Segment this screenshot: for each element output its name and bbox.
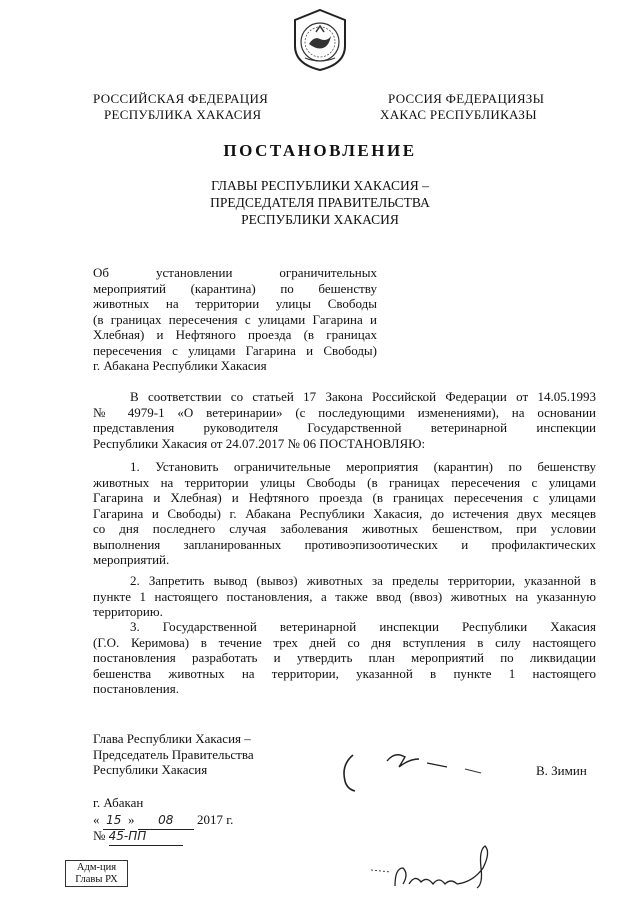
resolution-item-3 xyxy=(93,619,596,697)
signatory-name: В. Зимин xyxy=(536,763,587,778)
date-open-quote: « xyxy=(93,812,100,827)
subject-line: мероприятий (карантина) по бешенству xyxy=(93,280,377,296)
position-line: Республики Хакасия xyxy=(93,762,208,777)
preamble-line: Республики Хакасия от 24.07.2017 № 06 ПОСТАНОВЛЯЮ: xyxy=(93,435,426,451)
item-line: со дня последнего случая заболевания животных бешенством, при условии xyxy=(93,521,596,536)
issuer-line: РЕСПУБЛИКИ ХАКАСИЯ xyxy=(241,212,399,227)
stamp-line: Адм-ция xyxy=(76,862,117,873)
number-line xyxy=(93,828,193,844)
header-right-line2: ХАКАС РЕСПУБЛИКАЗЫ xyxy=(380,107,537,122)
issuer-line: ПРЕДСЕДАТЕЛЯ ПРАВИТЕЛЬСТВА xyxy=(210,195,430,210)
date-year: 2017 г. xyxy=(197,812,234,827)
item-line: 3. Государственной ветеринарной инспекции Республики Хакасия xyxy=(130,619,596,634)
preamble-line: В соответствии со статьей 17 Закона Российской Федерации от 14.05.1993 xyxy=(130,389,596,404)
item-line: постановления разработать и утвердить план мероприятий по ликвидации xyxy=(93,650,596,665)
item-line: пункте 1 настоящего постановления, а также ввод (ввоз) животных на указанную xyxy=(93,588,596,604)
position-line: Председатель Правительства xyxy=(93,746,254,762)
header-left-line2: РЕСПУБЛИКА ХАКАСИЯ xyxy=(104,107,262,122)
handwritten-signature xyxy=(335,737,485,797)
item-line: территорию. xyxy=(93,604,163,619)
date-close-quote: » xyxy=(128,812,135,827)
header-right-line1: РОССИЯ ФЕДЕРАЦИЯЗЫ xyxy=(388,91,545,106)
document-title: ПОСТАНОВЛЕНИЕ xyxy=(223,141,417,160)
resolution-item-2 xyxy=(93,573,596,620)
item-line: животных на территории улицы Свободы (в границах пересечения с улицами xyxy=(93,474,596,490)
subject-line: пересечения с улицами Гагарина и Свободы) xyxy=(93,342,377,358)
preamble-line: № 4979-1 «О ветеринарии» (с последующими изменениями), на основании xyxy=(93,404,596,420)
subject-block xyxy=(93,265,377,374)
subject-line: Об установлении ограничительных xyxy=(93,265,377,280)
item-line: 1. Установить ограничительные мероприятия (карантин) по бешенству xyxy=(130,459,596,474)
subject-line: (в границах пересечения с улицами Гагарина и xyxy=(93,311,377,327)
subject-line: Хлебная) и Нефтяного проезда (в границах xyxy=(93,327,377,342)
issuer-block xyxy=(0,177,640,228)
subject-line: г. Абакана Республики Хакасия xyxy=(93,358,267,373)
stamp-line: Главы РХ xyxy=(75,874,118,885)
place-of-issue: г. Абакан xyxy=(93,795,144,810)
item-line: (Г.О. Керимова) в течение трех дней со дня вступления в силу настоящего xyxy=(93,634,596,650)
item-line: 2. Запретить вывод (вывоз) животных за пределы территории, указанной в xyxy=(130,573,596,588)
registration-stamp xyxy=(65,860,128,887)
item-line: выполнения запланированных противоэпизоотических и профилактических xyxy=(93,536,596,552)
item-line: Гагарина и Свободы) г. Абакана Республики Хакасия, до истечения двух месяцев xyxy=(93,505,596,521)
preamble-line: представления руководителя Государственной ветеринарной инспекции xyxy=(93,420,596,435)
header-left-line1: РОССИЙСКАЯ ФЕДЕРАЦИЯ xyxy=(93,91,269,106)
item-line: мероприятий. xyxy=(93,552,170,567)
document-number: 45-ПП xyxy=(109,829,183,846)
resolution-item-1 xyxy=(93,459,596,568)
position-line: Глава Республики Хакасия – xyxy=(93,731,251,746)
subject-line: животных на территории улицы Свободы xyxy=(93,296,377,311)
coat-of-arms-emblem xyxy=(287,6,353,74)
preamble xyxy=(93,389,596,451)
item-line: бешенства животных на территории, указанной в пункте 1 настоящего xyxy=(93,665,596,681)
date-line xyxy=(93,812,263,828)
item-line: Гагарина и Хлебная) и Нефтяного проезда (в границах пересечения с улицами xyxy=(93,490,596,505)
date-day: 15 xyxy=(103,813,125,830)
signatory-position xyxy=(93,731,313,778)
number-label: № xyxy=(93,828,106,843)
item-line: постановления. xyxy=(93,681,179,696)
handwritten-initials xyxy=(365,838,505,898)
date-month: 08 xyxy=(138,813,194,830)
issuer-line: ГЛАВЫ РЕСПУБЛИКИ ХАКАСИЯ – xyxy=(211,178,429,193)
